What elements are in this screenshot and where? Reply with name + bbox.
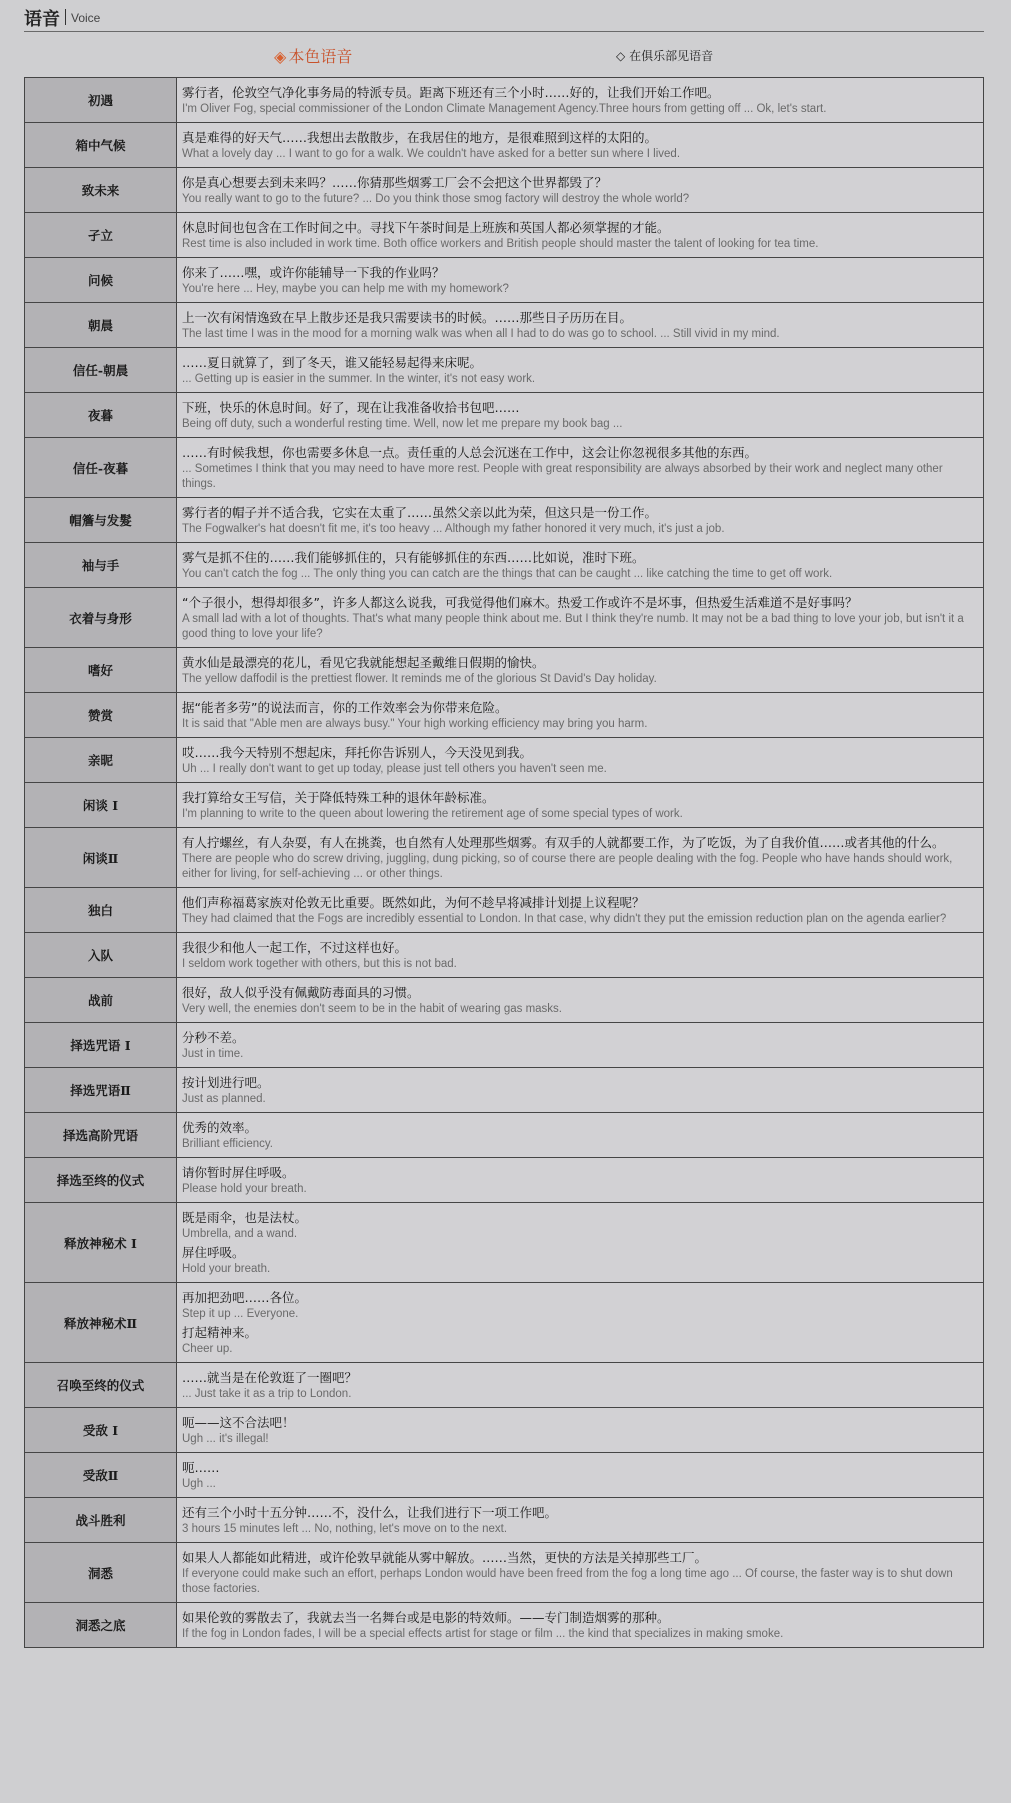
section-title: 语音 bbox=[24, 9, 60, 30]
voice-line-cn: 按计划进行吧。 bbox=[182, 1075, 270, 1090]
voice-line-en: It is said that "Able men are always busy." Your high working efficiency may bring you harm. bbox=[182, 718, 648, 730]
voice-row bbox=[25, 648, 984, 693]
voice-line-en: A small lad with a lot of thoughts. That's what many people think about me. But I think they're numb. It may not be a bad thing to love your job, but isn't it a good thing to love your life? bbox=[182, 613, 964, 640]
voice-line-en: If everyone could make such an effort, perhaps London would have been freed from the fog a long time ago ... Of course, the faster way is to shut down those factories. bbox=[182, 1568, 953, 1595]
voice-line-cn: 雾行者的帽子并不适合我，它实在太重了……虽然父亲以此为荣，但这只是一份工作。 bbox=[182, 505, 658, 520]
voice-label: 朝晨 bbox=[25, 303, 177, 348]
voice-line-cn: 优秀的效率。 bbox=[182, 1120, 258, 1135]
voice-line-en: Step it up ... Everyone. bbox=[182, 1308, 299, 1320]
voice-content bbox=[177, 1158, 984, 1203]
voice-line-en: The last time I was in the mood for a morning walk was when all I had to do was go to school. ... Still vivid in my mind. bbox=[182, 328, 780, 340]
voice-label: 孑立 bbox=[25, 213, 177, 258]
voice-line-cn: 既是雨伞，也是法杖。 bbox=[182, 1210, 308, 1225]
voice-content bbox=[177, 303, 984, 348]
voice-label: 择选咒语Ⅱ bbox=[25, 1068, 177, 1113]
voice-line-cn: 有人拧螺丝，有人杂耍，有人在挑粪，也自然有人处理那些烟雾。有双手的人就都要工作，为了吃饭，为了自我价值……或者其他的什么。 bbox=[182, 835, 945, 850]
voice-row bbox=[25, 1113, 984, 1158]
voice-label: 初遇 bbox=[25, 78, 177, 123]
voice-row bbox=[25, 348, 984, 393]
voice-line-en: Rest time is also included in work time. Both office workers and British people should master the talent of looking for tea time. bbox=[182, 238, 819, 250]
voice-line-cn: 还有三个小时十五分钟……不，没什么，让我们进行下一项工作吧。 bbox=[182, 1505, 558, 1520]
voice-line-en: Ugh ... bbox=[182, 1478, 216, 1490]
voice-line-en: Just in time. bbox=[182, 1048, 244, 1060]
voice-row bbox=[25, 123, 984, 168]
voice-line-cn: 再加把劲吧……各位。 bbox=[182, 1290, 308, 1305]
voice-line-cn: 呃——这不合法吧！ bbox=[182, 1415, 295, 1430]
voice-label: 袖与手 bbox=[25, 543, 177, 588]
voice-line-en: I'm Oliver Fog, special commissioner of the London Climate Management Agency.Three hours from getting off ... Ok, let's start. bbox=[182, 103, 827, 115]
voice-line-cn: ……有时候我想，你也需要多休息一点。责任重的人总会沉迷在工作中，这会让你忽视很多其他的东西。 bbox=[182, 445, 758, 460]
voice-content bbox=[177, 348, 984, 393]
voice-content bbox=[177, 1068, 984, 1113]
voice-line-en: You can't catch the fog ... The only thing you can catch are the things that can be caught ... like catching the time to get off work. bbox=[182, 568, 833, 580]
voice-content bbox=[177, 393, 984, 438]
voice-label: 战斗胜利 bbox=[25, 1498, 177, 1543]
voice-line-cn: 休息时间也包含在工作时间之中。寻找下午茶时间是上班族和英国人都必须掌握的才能。 bbox=[182, 220, 670, 235]
voice-content bbox=[177, 1113, 984, 1158]
voice-label: 帽簷与发髮 bbox=[25, 498, 177, 543]
voice-content bbox=[177, 1498, 984, 1543]
voice-line-cn: 如果人人都能如此精进，或许伦敦早就能从雾中解放。……当然，更快的方法是关掉那些工厂。 bbox=[182, 1550, 708, 1565]
tab-label: 在俱乐部见语音 bbox=[629, 49, 714, 63]
voice-content bbox=[177, 1603, 984, 1648]
voice-line-en: You really want to go to the future? ... Do you think those smog factory will destroy the whole world? bbox=[182, 193, 690, 205]
voice-line-cn: 分秒不差。 bbox=[182, 1030, 245, 1045]
voice-row bbox=[25, 1283, 984, 1363]
voice-line-cn: 我打算给女王写信，关于降低特殊工种的退休年龄标准。 bbox=[182, 790, 495, 805]
voice-line-en: ... Sometimes I think that you may need to have more rest. People with great responsibility are always absorbed by their work and neglect many other things. bbox=[182, 463, 943, 490]
voice-line-cn: ……夏日就算了，到了冬天，谁又能轻易起得来床呢。 bbox=[182, 355, 483, 370]
voice-row bbox=[25, 1203, 984, 1283]
voice-row bbox=[25, 1408, 984, 1453]
voice-line-cn: 很好，敌人似乎没有佩戴防毒面具的习惯。 bbox=[182, 985, 420, 1000]
voice-line-en: I'm planning to write to the queen about lowering the retirement age of some special types of work. bbox=[182, 808, 683, 820]
voice-line-cn: 请你暂时屏住呼吸。 bbox=[182, 1165, 295, 1180]
voice-line-cn: 如果伦敦的雾散去了，我就去当一名舞台或是电影的特效师。——专门制造烟雾的那种。 bbox=[182, 1610, 670, 1625]
voice-row bbox=[25, 303, 984, 348]
voice-row bbox=[25, 78, 984, 123]
voice-content bbox=[177, 213, 984, 258]
voice-line-cn: 据“能者多劳”的说法而言，你的工作效率会为你带来危险。 bbox=[182, 700, 508, 715]
voice-label: 亲昵 bbox=[25, 738, 177, 783]
voice-row bbox=[25, 1068, 984, 1113]
voice-line-cn: 下班，快乐的休息时间。好了，现在让我准备收拾书包吧…… bbox=[182, 400, 520, 415]
voice-content bbox=[177, 1453, 984, 1498]
voice-label: 释放神秘术 I bbox=[25, 1203, 177, 1283]
voice-row bbox=[25, 1158, 984, 1203]
voice-line-en: 3 hours 15 minutes left ... No, nothing, let's move on to the next. bbox=[182, 1523, 508, 1535]
voice-label: 箱中气候 bbox=[25, 123, 177, 168]
voice-row bbox=[25, 933, 984, 978]
voice-line-cn: 你是真心想要去到未来吗？……你猜那些烟雾工厂会不会把这个世界都毁了？ bbox=[182, 175, 608, 190]
voice-row bbox=[25, 1453, 984, 1498]
voice-label: 闲谈 I bbox=[25, 783, 177, 828]
voice-label: 夜暮 bbox=[25, 393, 177, 438]
diamond-outline-icon: ◇ bbox=[616, 49, 626, 63]
voice-line-en: What a lovely day ... I want to go for a walk. We couldn't have asked for a better sun where I lived. bbox=[182, 148, 681, 160]
voice-line-en: Being off duty, such a wonderful resting time. Well, now let me prepare my book bag ... bbox=[182, 418, 623, 430]
voice-label: 战前 bbox=[25, 978, 177, 1023]
voice-label: 洞悉之底 bbox=[25, 1603, 177, 1648]
voice-row bbox=[25, 588, 984, 648]
voice-content bbox=[177, 1283, 984, 1363]
voice-label: 释放神秘术Ⅱ bbox=[25, 1283, 177, 1363]
voice-row bbox=[25, 1023, 984, 1068]
voice-content bbox=[177, 1203, 984, 1283]
voice-row bbox=[25, 693, 984, 738]
voice-line-en: If the fog in London fades, I will be a special effects artist for stage or film ... the kind that specializes in making smoke. bbox=[182, 1628, 784, 1640]
voice-line-cn: ……就当是在伦敦逛了一圈吧？ bbox=[182, 1370, 358, 1385]
voice-label: 问候 bbox=[25, 258, 177, 303]
title-divider bbox=[65, 9, 66, 25]
voice-label: 洞悉 bbox=[25, 1543, 177, 1603]
voice-line-en: You're here ... Hey, maybe you can help me with my homework? bbox=[182, 283, 509, 295]
voice-content bbox=[177, 648, 984, 693]
voice-line-en: ... Getting up is easier in the summer. In the winter, it's not easy work. bbox=[182, 373, 536, 385]
voice-line-en: They had claimed that the Fogs are incredibly essential to London. In that case, why didn't they put the emission reduction plan on the agenda earlier? bbox=[182, 913, 947, 925]
voice-content bbox=[177, 168, 984, 213]
voice-row bbox=[25, 498, 984, 543]
voice-line-cn: 雾气是抓不住的……我们能够抓住的，只有能够抓住的东西……比如说，准时下班。 bbox=[182, 550, 645, 565]
voice-line-en: ... Just take it as a trip to London. bbox=[182, 1388, 352, 1400]
voice-label: 召唤至终的仪式 bbox=[25, 1363, 177, 1408]
voice-row bbox=[25, 438, 984, 498]
tab-club-voice[interactable] bbox=[616, 47, 713, 64]
voice-line-en: I seldom work together with others, but this is not bad. bbox=[182, 958, 457, 970]
voice-row bbox=[25, 1363, 984, 1408]
section-header bbox=[24, 0, 984, 32]
voice-row bbox=[25, 213, 984, 258]
section-subtitle: Voice bbox=[71, 11, 101, 25]
voice-line-cn: 真是难得的好天气……我想出去散散步，在我居住的地方，是很难照到这样的太阳的。 bbox=[182, 130, 658, 145]
voice-label: 信任-朝晨 bbox=[25, 348, 177, 393]
voice-row bbox=[25, 168, 984, 213]
voice-label: 受敌Ⅱ bbox=[25, 1453, 177, 1498]
voice-content bbox=[177, 933, 984, 978]
voice-row bbox=[25, 393, 984, 438]
voice-label: 信任-夜暮 bbox=[25, 438, 177, 498]
voice-line-cn: 他们声称福葛家族对伦敦无比重要。既然如此，为何不趁早将减排计划提上议程呢？ bbox=[182, 895, 645, 910]
voice-content bbox=[177, 783, 984, 828]
voice-row bbox=[25, 783, 984, 828]
voice-line-en: The yellow daffodil is the prettiest flower. It reminds me of the glorious St David's Day holiday. bbox=[182, 673, 657, 685]
voice-content bbox=[177, 693, 984, 738]
voice-line-cn: 打起精神来。 bbox=[182, 1325, 258, 1340]
voice-content bbox=[177, 498, 984, 543]
voice-content bbox=[177, 588, 984, 648]
voice-line-en: Very well, the enemies don't seem to be in the habit of wearing gas masks. bbox=[182, 1003, 562, 1015]
voice-label: 入队 bbox=[25, 933, 177, 978]
voice-label: 择选高阶咒语 bbox=[25, 1113, 177, 1158]
voice-line-en: Just as planned. bbox=[182, 1093, 266, 1105]
voice-content bbox=[177, 78, 984, 123]
voice-line-cn: “个子很小，想得却很多”，许多人都这么说我，可我觉得他们麻木。热爱工作或许不是坏事，但热爱生活难道不是好事吗？ bbox=[182, 595, 858, 610]
voice-row bbox=[25, 888, 984, 933]
voice-line-en: Ugh ... it's illegal! bbox=[182, 1433, 269, 1445]
voice-row bbox=[25, 978, 984, 1023]
voice-label: 择选至终的仪式 bbox=[25, 1158, 177, 1203]
voice-line-en: Umbrella, and a wand. bbox=[182, 1228, 298, 1240]
voice-row bbox=[25, 1543, 984, 1603]
voice-line-cn: 哎……我今天特别不想起床，拜托你告诉别人，今天没见到我。 bbox=[182, 745, 533, 760]
voice-row bbox=[25, 1498, 984, 1543]
voice-tabs bbox=[24, 32, 984, 78]
voice-label: 赞赏 bbox=[25, 693, 177, 738]
voice-line-cn: 雾行者，伦敦空气净化事务局的特派专员。距离下班还有三个小时……好的，让我们开始工作吧。 bbox=[182, 85, 720, 100]
tab-label: 本色语音 bbox=[288, 47, 353, 66]
voice-label: 独白 bbox=[25, 888, 177, 933]
voice-content bbox=[177, 1543, 984, 1603]
tab-original-voice[interactable] bbox=[274, 44, 352, 67]
voice-content bbox=[177, 258, 984, 303]
voice-line-en: Brilliant efficiency. bbox=[182, 1138, 273, 1150]
voice-label: 嗜好 bbox=[25, 648, 177, 693]
voice-row bbox=[25, 258, 984, 303]
voice-content bbox=[177, 1363, 984, 1408]
voice-content bbox=[177, 1408, 984, 1453]
voice-line-cn: 我很少和他人一起工作，不过这样也好。 bbox=[182, 940, 408, 955]
voice-label: 择选咒语 I bbox=[25, 1023, 177, 1068]
voice-content bbox=[177, 543, 984, 588]
voice-content bbox=[177, 828, 984, 888]
voice-line-en: There are people who do screw driving, juggling, dung picking, so of course there are people dealing with the fog. People who have hands should work, either for living, for self-achieving ... or other things. bbox=[182, 853, 953, 880]
voice-section bbox=[24, 0, 984, 1640]
voice-line-cn: 你来了……嘿，或许你能辅导一下我的作业吗？ bbox=[182, 265, 445, 280]
voice-line-en: Hold your breath. bbox=[182, 1263, 271, 1275]
diamond-filled-icon: ◈ bbox=[274, 47, 287, 66]
voice-content bbox=[177, 123, 984, 168]
voice-label: 致未来 bbox=[25, 168, 177, 213]
voice-line-en: The Fogwalker's hat doesn't fit me, it's too heavy ... Although my father honored it very much, it's just a job. bbox=[182, 523, 725, 535]
voice-line-cn: 屏住呼吸。 bbox=[182, 1245, 245, 1260]
voice-line-en: Cheer up. bbox=[182, 1343, 233, 1355]
voice-line-cn: 上一次有闲情逸致在早上散步还是我只需要读书的时候。……那些日子历历在目。 bbox=[182, 310, 633, 325]
voice-content bbox=[177, 978, 984, 1023]
voice-row bbox=[25, 828, 984, 888]
voice-content bbox=[177, 1023, 984, 1068]
voice-content bbox=[177, 738, 984, 783]
voice-line-en: Uh ... I really don't want to get up today, please just tell others you haven't seen me. bbox=[182, 763, 607, 775]
voice-table bbox=[24, 77, 984, 1648]
voice-row bbox=[25, 543, 984, 588]
voice-row bbox=[25, 738, 984, 783]
voice-content bbox=[177, 888, 984, 933]
voice-label: 受敌 I bbox=[25, 1408, 177, 1453]
voice-row bbox=[25, 1603, 984, 1648]
voice-label: 闲谈Ⅱ bbox=[25, 828, 177, 888]
voice-line-cn: 黄水仙是最漂亮的花儿，看见它我就能想起圣戴维日假期的愉快。 bbox=[182, 655, 545, 670]
voice-label: 衣着与身形 bbox=[25, 588, 177, 648]
voice-content bbox=[177, 438, 984, 498]
voice-line-en: Please hold your breath. bbox=[182, 1183, 307, 1195]
voice-line-cn: 呃…… bbox=[182, 1460, 220, 1475]
